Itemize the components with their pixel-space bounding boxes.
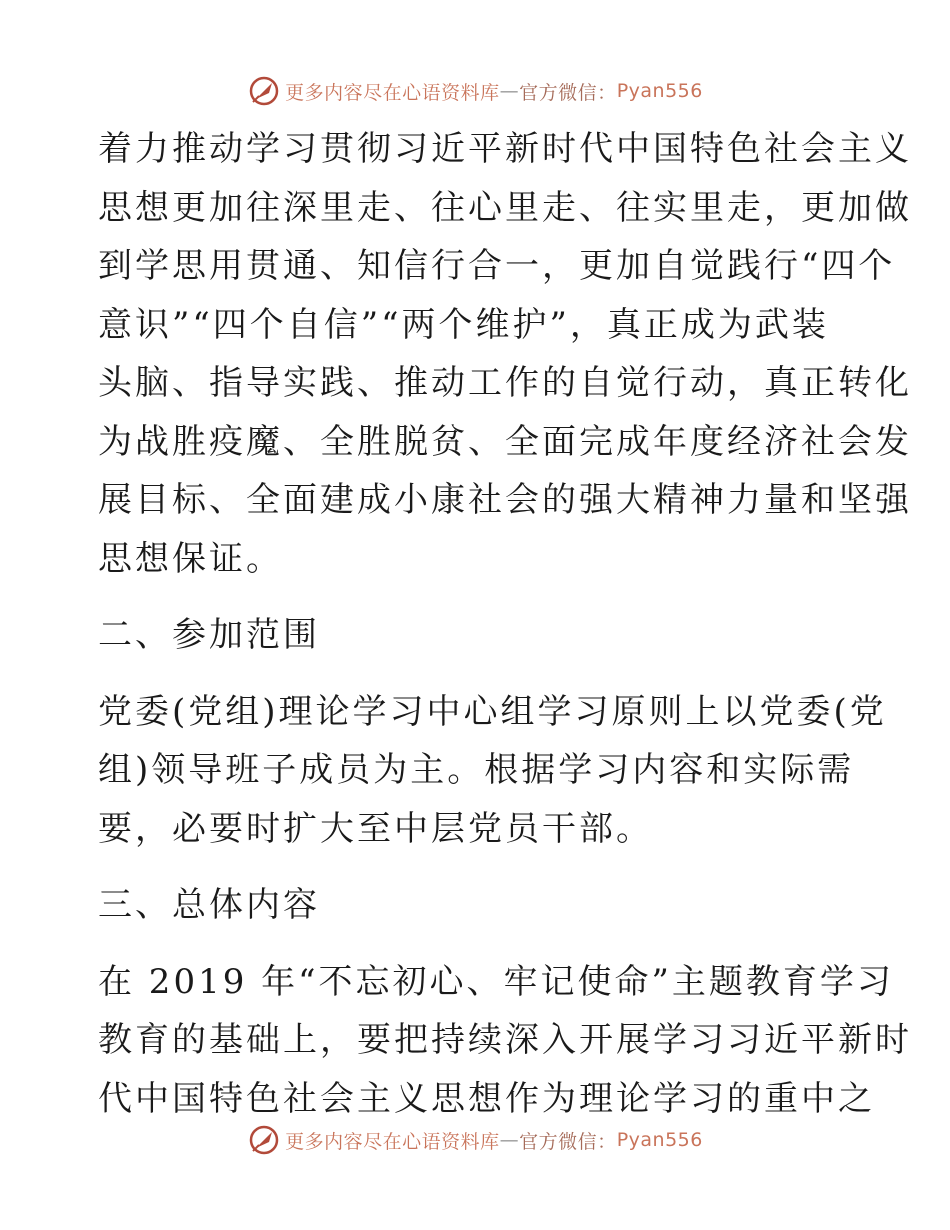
document-body xyxy=(98,120,912,1128)
watermark-dash: — xyxy=(499,80,520,102)
text-line: 为战胜疫魔、全胜脱贫、全面完成年度经济社会发 xyxy=(98,421,912,462)
text-line: 头脑、指导实践、推动工作的自觉行动，真正转化 xyxy=(98,363,912,403)
watermark-wechat-label: 官方微信： xyxy=(519,81,617,104)
watermark-wechat-label: 官方微信： xyxy=(519,1130,617,1153)
text-line: 党委(党组)理论学习中心组学习原则上以党委(党 xyxy=(98,691,887,732)
text-line: 思想保证。 xyxy=(98,538,283,579)
quill-logo-icon xyxy=(247,1123,281,1157)
text-line: 在 2019 年“不忘初心、牢记使命”主题教育学习 xyxy=(98,961,894,1002)
text-line: 要，必要时扩大至中层党员干部。 xyxy=(98,808,653,849)
watermark-wechat-id: Pyan556 xyxy=(616,1129,703,1151)
heading-line: 二、参加范围 xyxy=(98,615,320,655)
heading-line: 三、总体内容 xyxy=(98,885,320,925)
paragraph-intro xyxy=(98,120,912,588)
watermark-text: 更多内容尽在心语资料库 xyxy=(285,1130,500,1153)
watermark-wechat-id: Pyan556 xyxy=(616,80,703,102)
text-line: 代中国特色社会主义思想作为理论学习的重中之 xyxy=(98,1078,875,1119)
text-line: 教育的基础上，要把持续深入开展学习习近平新时 xyxy=(98,1020,912,1060)
text-line: 展目标、全面建成小康社会的强大精神力量和坚强 xyxy=(98,480,912,520)
text-line: 思想更加往深里走、往心里走、往实里走，更加做 xyxy=(98,187,912,228)
text-line: 着力推动学习贯彻习近平新时代中国特色社会主义 xyxy=(98,129,912,169)
watermark-dash: — xyxy=(499,1129,520,1151)
text-line: 组)领导班子成员为主。根据学习内容和实际需 xyxy=(98,750,855,790)
section-heading-content xyxy=(98,876,858,935)
quill-logo-icon xyxy=(247,74,281,108)
text-line: 意识”“四个自信”“两个维护”，真正成为武装 xyxy=(98,304,829,345)
paragraph-content xyxy=(98,953,912,1129)
watermark-text: 更多内容尽在心语资料库 xyxy=(285,81,500,104)
text-line: 到学思用贯通、知信行合一，更加自觉践行“四个 xyxy=(98,246,896,286)
watermark-banner-bottom xyxy=(0,1120,950,1160)
watermark-banner-top xyxy=(0,71,950,111)
paragraph-scope xyxy=(98,683,887,859)
section-heading-scope xyxy=(98,606,858,665)
